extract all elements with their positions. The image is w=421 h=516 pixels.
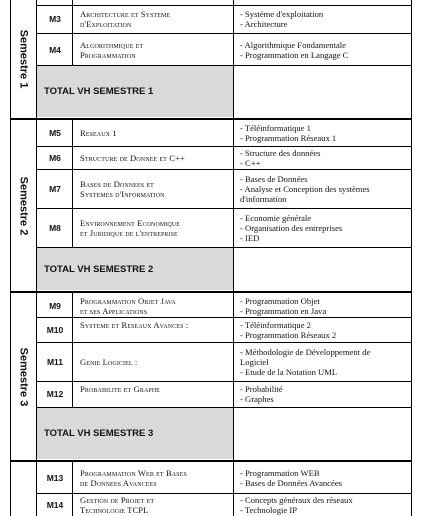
module-title: Algorithmique et Programmation: [80, 39, 144, 60]
module-title: Genie Logiciel :: [80, 357, 138, 367]
module-code: M9: [49, 301, 61, 311]
row-divider: [36, 208, 412, 209]
row-divider: [36, 169, 412, 170]
semester-divider: [10, 460, 412, 462]
module-title: Reseaux 1: [80, 128, 117, 138]
module-content: - Téléinformatique 2 - Programmation Réseaux 2: [240, 320, 337, 340]
row-divider: [36, 146, 412, 147]
module-code: M8: [49, 222, 61, 233]
semester-3-label: Semestre 3: [17, 347, 29, 407]
module-content: - Méthodologie de Développement de Logiciel - Etude de la Notation UML: [240, 347, 371, 377]
module-content: - Algorithmique Fondamentale - Programmation en Langage C: [240, 39, 349, 60]
module-title: Gestion de Projet et Technologie TCPL: [80, 495, 155, 515]
column-divider: [72, 293, 73, 407]
module-title: Programmation Objet Java et ses Applications: [80, 296, 176, 316]
module-title: Structure de Donnee et C++: [80, 153, 185, 163]
module-code: M7: [49, 184, 61, 194]
column-divider: [72, 119, 73, 247]
total-semester-3: TOTAL VH SEMESTRE 3: [44, 428, 154, 439]
column-divider: [72, 461, 73, 516]
module-content: - Programmation Objet - Programmation en Java: [240, 296, 327, 316]
column-divider: [233, 0, 234, 516]
module-code: M11: [46, 357, 64, 367]
row-divider: [36, 493, 412, 494]
total-semester-1: TOTAL VH SEMESTRE 1: [44, 86, 154, 97]
row-divider: [36, 317, 412, 318]
module-content: - Programmation WEB - Bases de Données Avancées: [240, 468, 342, 488]
module-content: - Concepts généraux des réseaux - Technologie IP: [240, 495, 353, 515]
module-title: Programmation Web et Bases de Donnees Avancees: [80, 468, 187, 488]
table-border-left: [10, 0, 11, 516]
module-content: - Economie générale - Organisation des entreprises - IED: [240, 212, 343, 243]
module-title: Environnement Economique et Juridique de l'entreprise: [80, 217, 181, 238]
row-divider: [36, 407, 412, 408]
module-code: M6: [49, 153, 61, 163]
module-code: M10: [46, 325, 64, 335]
module-content: - Bases de Données - Analyse et Conception des systèmes d'information: [240, 174, 370, 204]
table-border-right: [411, 0, 412, 516]
column-divider: [36, 0, 37, 516]
row-divider: [36, 381, 412, 382]
row-divider: [36, 33, 412, 34]
module-title: Probabilite et Graphe: [80, 384, 161, 394]
total-semester-2: TOTAL VH SEMESTRE 2: [44, 263, 154, 275]
module-title: Bases de Donnees et Systemes d'Information: [80, 179, 165, 199]
row-divider: [36, 247, 412, 248]
module-content: - Téléinformatique 1 - Programmation Réseaux 1: [240, 123, 337, 143]
semester-divider: [10, 291, 412, 293]
module-title: Architecture et Systeme d'Exploitation: [80, 9, 171, 29]
module-code: M12: [46, 389, 64, 399]
module-content: - Système d'exploitation - Architecture: [240, 9, 324, 29]
module-content: - Probabilité - Graphes: [240, 384, 283, 404]
module-code: M13: [46, 473, 64, 483]
module-code: M14: [46, 500, 64, 510]
row-divider: [36, 5, 412, 6]
semester-2-label: Semestre 2: [17, 176, 29, 236]
module-code: M3: [49, 14, 61, 24]
module-code: M4: [49, 44, 61, 55]
module-code: M5: [49, 128, 61, 138]
semester-divider: [10, 118, 412, 120]
row-divider: [36, 342, 412, 343]
module-title: Systeme et Reseaux Avances :: [80, 320, 189, 330]
row-divider: [36, 65, 412, 66]
module-content: - Structure des données - C++: [240, 148, 321, 168]
semester-1-label: Semestre 1: [17, 29, 29, 89]
